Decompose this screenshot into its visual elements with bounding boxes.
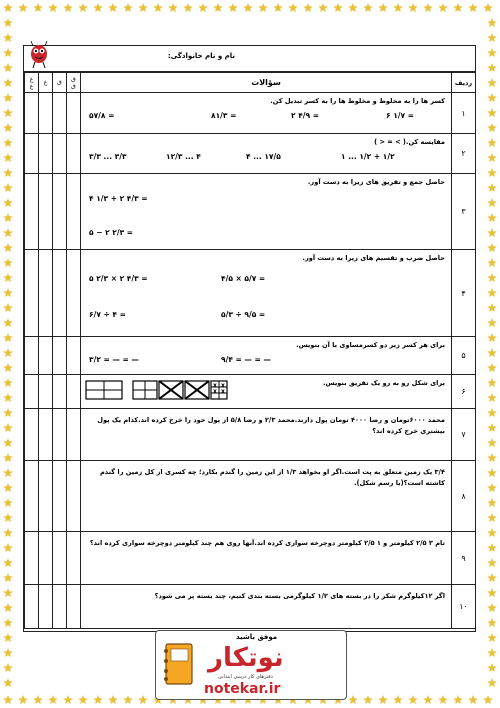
math-expr: ۵۷/۸ = bbox=[89, 111, 115, 120]
star-icon bbox=[487, 63, 497, 72]
star-icon bbox=[48, 3, 58, 12]
star-icon bbox=[3, 93, 13, 102]
star-icon bbox=[487, 528, 497, 537]
star-icon bbox=[3, 213, 13, 222]
table-row bbox=[25, 250, 476, 337]
star-icon bbox=[3, 648, 13, 657]
star-icon bbox=[3, 18, 13, 27]
math-expr: ۴ ۱/۳ + ۲ ۴/۳ = bbox=[89, 194, 148, 203]
worksheet bbox=[23, 45, 476, 632]
good-luck-text: موفق باشید bbox=[236, 633, 278, 641]
star-icon bbox=[487, 78, 497, 87]
brand-subtitle: دفترهای کار درسی ابتدایی bbox=[218, 674, 273, 680]
star-icon bbox=[363, 3, 373, 12]
brand-footer bbox=[155, 630, 347, 700]
star-icon bbox=[487, 273, 497, 282]
grade-col-header: ق bbox=[53, 73, 67, 93]
star-icon bbox=[487, 453, 497, 462]
star-icon bbox=[3, 393, 13, 402]
star-icon bbox=[213, 3, 223, 12]
table-row bbox=[25, 585, 476, 629]
star-icon bbox=[78, 695, 88, 704]
star-icon bbox=[3, 258, 13, 267]
star-icon bbox=[487, 243, 497, 252]
star-icon bbox=[487, 48, 497, 57]
question-cell: اگر ۱۲کیلوگرم شکر را در بسته های ۱/۲ کیلوگرمی بسته بندی کنیم، چند بسته پر می شود؟ bbox=[81, 585, 452, 629]
svg-text:x: x bbox=[213, 382, 217, 389]
question-cell: مقایسه کن.( > = < ) ۳/۳ ... ۳/۳ ۱۲/۳ ... ۴ ۴ ... ۱۷/۵ ۱ ... ۱/۲ + ۱/۲ bbox=[81, 134, 452, 174]
star-icon bbox=[123, 695, 133, 704]
questions-header: سؤالات bbox=[81, 73, 452, 93]
star-icon bbox=[3, 498, 13, 507]
star-icon bbox=[487, 363, 497, 372]
star-icon bbox=[487, 438, 497, 447]
grade-col-header: غ bbox=[39, 73, 53, 93]
star-icon bbox=[487, 618, 497, 627]
question-cell: ۳/۴ یک زمین متعلق به پت است.اگر او بخواهد ۱/۳ از این زمین را گندم بکارد؛ چه کسری از کل زمین را گندم کاشته است؟(با رسم شکل). bbox=[81, 461, 452, 532]
star-icon bbox=[3, 63, 13, 72]
table-row bbox=[25, 532, 476, 585]
star-icon bbox=[3, 78, 13, 87]
star-icon bbox=[348, 695, 358, 704]
star-icon bbox=[3, 33, 13, 42]
star-icon bbox=[3, 198, 13, 207]
star-icon bbox=[438, 695, 448, 704]
star-icon bbox=[33, 3, 43, 12]
star-icon bbox=[348, 3, 358, 12]
star-icon bbox=[138, 3, 148, 12]
star-icon bbox=[3, 663, 13, 672]
star-icon bbox=[487, 33, 497, 42]
star-icon bbox=[3, 573, 13, 582]
svg-text:x: x bbox=[221, 388, 225, 395]
star-icon bbox=[487, 108, 497, 117]
star-icon bbox=[487, 513, 497, 522]
star-icon bbox=[423, 3, 433, 12]
star-icon bbox=[3, 558, 13, 567]
star-icon bbox=[487, 558, 497, 567]
star-icon bbox=[483, 695, 493, 704]
table-row bbox=[25, 461, 476, 532]
math-expr: ۱۲/۳ ... ۴ bbox=[166, 152, 201, 161]
mascot-icon bbox=[27, 36, 51, 70]
star-icon bbox=[487, 123, 497, 132]
star-icon bbox=[363, 695, 373, 704]
star-icon bbox=[48, 695, 58, 704]
star-icon bbox=[487, 213, 497, 222]
star-icon bbox=[3, 543, 13, 552]
math-expr: ۳/۳ ... ۳/۳ bbox=[89, 152, 127, 161]
star-icon bbox=[3, 618, 13, 627]
star-icon bbox=[198, 3, 208, 12]
star-icon bbox=[487, 408, 497, 417]
math-expr: ۵/۳ ÷ ۹/۵ = bbox=[221, 310, 266, 319]
table-row bbox=[25, 409, 476, 461]
star-icon bbox=[487, 498, 497, 507]
row-number: ۸ bbox=[452, 461, 476, 532]
star-icon bbox=[487, 303, 497, 312]
question-cell: برای هر کسر زیر دو کسرمساوی با آن بنویس. ۳/۲ = — = — ۹/۴ = — = — bbox=[81, 337, 452, 375]
star-icon bbox=[63, 3, 73, 12]
math-expr: ۱ ... ۱/۲ + ۱/۲ bbox=[341, 152, 395, 161]
star-icon bbox=[108, 695, 118, 704]
star-icon bbox=[3, 603, 13, 612]
star-icon bbox=[78, 3, 88, 12]
brand-url[interactable]: notekar.ir bbox=[204, 681, 281, 697]
star-icon bbox=[3, 123, 13, 132]
star-icon bbox=[423, 695, 433, 704]
star-icon bbox=[483, 3, 493, 12]
row-number: ۲ bbox=[452, 134, 476, 174]
star-icon bbox=[3, 3, 13, 12]
math-expr: ۵ ۲/۳ × ۲ ۴/۳ = bbox=[89, 274, 148, 283]
math-expr: ۳/۲ = — = — bbox=[89, 355, 139, 364]
row-number: ۳ bbox=[452, 174, 476, 250]
row-number: ۷ bbox=[452, 409, 476, 461]
star-icon bbox=[3, 423, 13, 432]
star-icon bbox=[487, 348, 497, 357]
math-expr: ۴ ... ۱۷/۵ bbox=[246, 152, 281, 161]
star-icon bbox=[3, 153, 13, 162]
star-icon bbox=[3, 453, 13, 462]
star-icon bbox=[3, 288, 13, 297]
star-icon bbox=[3, 513, 13, 522]
question-cell: محمد ۶۰۰۰تومان و رضا ۴۰۰۰ تومان پول دارند.محمد ۲/۳ و رضا ۵/۸ از پول خود را خرج کرده اند.کدام یک پول بیشتری خرج کرده اند؟ bbox=[81, 409, 452, 461]
star-icon bbox=[333, 3, 343, 12]
question-cell: حاصل ضرب و تقسیم های زیرا به دست آور. ۵ ۲/۳ × ۲ ۴/۳ = ۴/۵ × ۵/۷ = ۶/۷ ÷ ۴ = ۵/۳ ÷ ۹/۵ = bbox=[81, 250, 452, 337]
star-icon bbox=[487, 663, 497, 672]
fraction-shapes bbox=[85, 379, 265, 403]
star-icon bbox=[138, 695, 148, 704]
star-icon bbox=[3, 243, 13, 252]
star-icon bbox=[487, 258, 497, 267]
math-expr: ۶/۷ ÷ ۴ = bbox=[89, 310, 126, 319]
star-icon bbox=[487, 288, 497, 297]
name-bar bbox=[24, 46, 475, 72]
math-expr: ۸۱/۳ = bbox=[211, 111, 237, 120]
star-icon bbox=[453, 3, 463, 12]
star-icon bbox=[487, 18, 497, 27]
star-icon bbox=[273, 3, 283, 12]
star-icon bbox=[408, 3, 418, 12]
row-number: ۴ bbox=[452, 250, 476, 337]
star-icon bbox=[487, 333, 497, 342]
star-icon bbox=[303, 3, 313, 12]
star-icon bbox=[3, 408, 13, 417]
star-icon bbox=[487, 183, 497, 192]
svg-text:x: x bbox=[213, 388, 217, 395]
star-icon bbox=[318, 3, 328, 12]
table-header-row bbox=[25, 73, 476, 93]
star-icon bbox=[33, 695, 43, 704]
star-icon bbox=[3, 633, 13, 642]
star-icon bbox=[3, 303, 13, 312]
star-icon bbox=[183, 3, 193, 12]
star-icon bbox=[3, 168, 13, 177]
table-row bbox=[25, 134, 476, 174]
question-cell: کسر ها را به مخلوط و مخلوط ها را به کسر تبدیل کن. ۵۷/۸ = ۸۱/۳ = ۲ ۴/۹ = ۶ ۱/۷ = bbox=[81, 93, 452, 134]
star-icon bbox=[3, 468, 13, 477]
brand-name: نوتکار bbox=[208, 643, 284, 673]
star-icon bbox=[453, 695, 463, 704]
star-icon bbox=[487, 228, 497, 237]
row-number: ۹ bbox=[452, 532, 476, 585]
star-icon bbox=[228, 3, 238, 12]
star-icon bbox=[3, 138, 13, 147]
star-icon bbox=[3, 273, 13, 282]
row-number: ۱ bbox=[452, 93, 476, 134]
math-expr: ۹/۴ = — = — bbox=[221, 355, 271, 364]
star-icon bbox=[487, 168, 497, 177]
star-icon bbox=[378, 3, 388, 12]
star-icon bbox=[3, 228, 13, 237]
question-cell: برای شکل رو به رو یک تفریق بنویس. x x x x bbox=[81, 375, 452, 409]
star-icon bbox=[3, 678, 13, 687]
star-icon bbox=[393, 695, 403, 704]
star-icon bbox=[3, 588, 13, 597]
star-icon bbox=[468, 3, 478, 12]
star-icon bbox=[487, 153, 497, 162]
star-icon bbox=[487, 393, 497, 402]
table-row bbox=[25, 337, 476, 375]
grade-col-header: غ غ bbox=[25, 73, 39, 93]
star-icon bbox=[487, 588, 497, 597]
star-icon bbox=[487, 423, 497, 432]
star-icon bbox=[468, 695, 478, 704]
math-expr: ۶ ۱/۷ = bbox=[386, 111, 414, 120]
star-icon bbox=[18, 3, 28, 12]
star-icon bbox=[243, 3, 253, 12]
star-icon bbox=[487, 678, 497, 687]
star-icon bbox=[393, 3, 403, 12]
star-icon bbox=[153, 3, 163, 12]
star-icon bbox=[487, 603, 497, 612]
table-row bbox=[25, 174, 476, 250]
star-icon bbox=[487, 648, 497, 657]
star-icon bbox=[3, 48, 13, 57]
question-cell: حاصل جمع و تفریق های زیرا به دست آور. ۴ ۱/۳ + ۲ ۴/۳ = ۵ − ۲ ۲/۳ = bbox=[81, 174, 452, 250]
svg-text:x: x bbox=[221, 382, 225, 389]
notebook-icon bbox=[162, 641, 196, 687]
star-icon bbox=[93, 3, 103, 12]
star-icon bbox=[168, 3, 178, 12]
star-icon bbox=[3, 318, 13, 327]
math-expr: ۵ − ۲ ۲/۳ = bbox=[89, 228, 134, 237]
star-icon bbox=[258, 3, 268, 12]
questions-table bbox=[24, 72, 476, 629]
star-icon bbox=[18, 695, 28, 704]
star-icon bbox=[487, 198, 497, 207]
star-icon bbox=[3, 378, 13, 387]
star-icon bbox=[3, 363, 13, 372]
row-number: ۱۰ bbox=[452, 585, 476, 629]
star-icon bbox=[487, 93, 497, 102]
star-icon bbox=[487, 573, 497, 582]
star-icon bbox=[3, 528, 13, 537]
math-expr: ۴/۵ × ۵/۷ = bbox=[221, 274, 266, 283]
star-icon bbox=[487, 318, 497, 327]
star-icon bbox=[3, 183, 13, 192]
math-expr: ۲ ۴/۹ = bbox=[291, 111, 319, 120]
star-icon bbox=[3, 348, 13, 357]
star-icon bbox=[63, 695, 73, 704]
star-icon bbox=[3, 108, 13, 117]
row-number: ۵ bbox=[452, 337, 476, 375]
star-icon bbox=[438, 3, 448, 12]
star-icon bbox=[3, 483, 13, 492]
star-icon bbox=[487, 468, 497, 477]
star-icon bbox=[288, 3, 298, 12]
star-icon bbox=[487, 138, 497, 147]
star-icon bbox=[487, 378, 497, 387]
star-icon bbox=[123, 3, 133, 12]
grade-col-header: ق ق bbox=[67, 73, 81, 93]
star-icon bbox=[3, 695, 13, 704]
name-label: نام و نام خانوادگی: bbox=[167, 52, 235, 60]
star-icon bbox=[108, 3, 118, 12]
star-icon bbox=[487, 633, 497, 642]
star-icon bbox=[378, 695, 388, 704]
star-icon bbox=[3, 333, 13, 342]
table-row bbox=[25, 93, 476, 134]
row-header: ردیف bbox=[452, 73, 476, 93]
star-icon bbox=[487, 543, 497, 552]
star-icon bbox=[93, 695, 103, 704]
row-number: ۶ bbox=[452, 375, 476, 409]
star-icon bbox=[487, 483, 497, 492]
question-cell: تام ۳ ۲/۵ کیلومتر و ۱ ۲/۵ کیلومتر دوچرخه سواری کرده اند.آنها روی هم چند کیلومتر دوچرخه سواری کرده اند؟ bbox=[81, 532, 452, 585]
star-icon bbox=[3, 438, 13, 447]
table-row bbox=[25, 375, 476, 409]
star-icon bbox=[408, 695, 418, 704]
